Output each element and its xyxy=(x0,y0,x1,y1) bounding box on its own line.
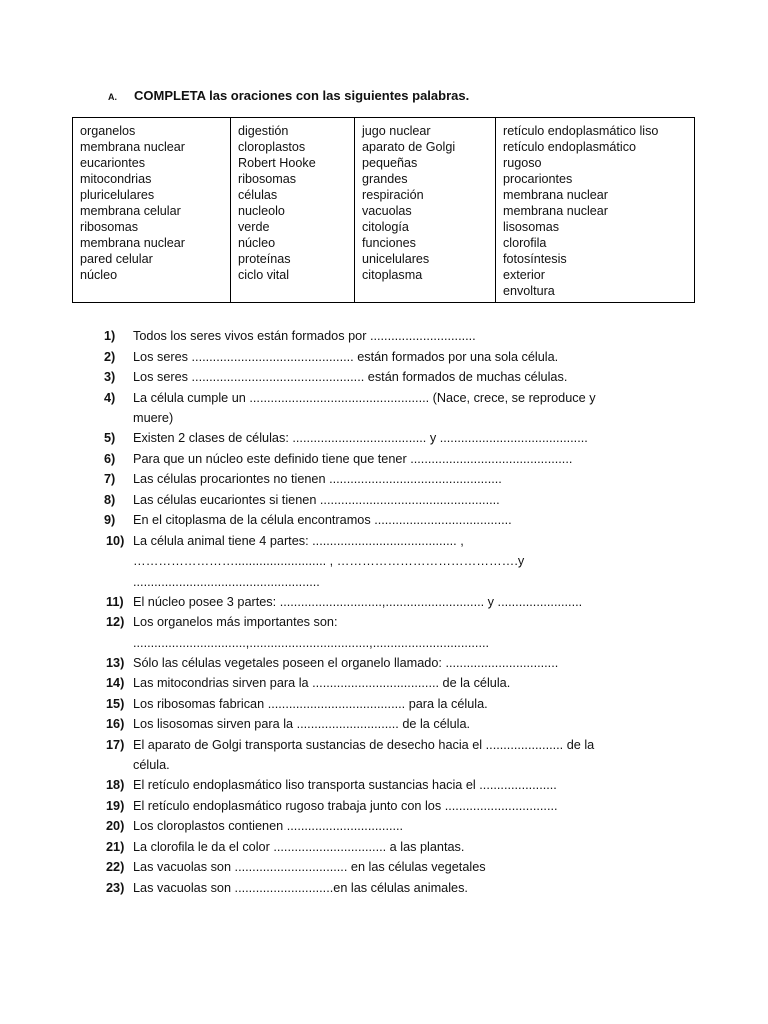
question-number: 4) xyxy=(104,390,116,405)
question-number: 1) xyxy=(104,329,116,343)
question-text-line: Los ribosomas fabrican ....................................... para la célula. xyxy=(133,696,488,711)
question-text-line: En el citoplasma de la célula encontramos ....................................... xyxy=(133,513,512,527)
question-item xyxy=(0,327,768,348)
question-text xyxy=(133,592,653,613)
question-number: 3) xyxy=(104,370,116,384)
word-bank-column-2 xyxy=(231,118,355,303)
word-bank-item: ribosomas xyxy=(80,220,139,234)
question-number: 8) xyxy=(104,492,116,507)
word-bank-item: mitocondrias xyxy=(80,172,152,186)
question-text-line: ..................................................... xyxy=(133,574,320,589)
question-number: 7) xyxy=(104,472,116,486)
question-item xyxy=(0,858,768,879)
question-item xyxy=(0,838,768,859)
word-bank-item: digestión xyxy=(238,124,289,138)
word-bank-row xyxy=(73,118,695,303)
question-text xyxy=(133,449,653,470)
question-number: 21) xyxy=(106,839,125,854)
question-text-line: El aparato de Golgi transporta sustancias de desecho hacia el ...................... de la xyxy=(133,737,595,752)
question-number: 13) xyxy=(106,655,125,670)
question-text-line: La célula animal tiene 4 partes: ......................................... , xyxy=(133,533,464,548)
section-heading xyxy=(108,88,469,103)
question-item xyxy=(0,389,768,430)
word-bank-item: fotosíntesis xyxy=(503,252,567,266)
word-bank-column-1 xyxy=(73,118,231,303)
question-item xyxy=(0,450,768,471)
question-text xyxy=(133,653,653,674)
question-text xyxy=(133,837,653,858)
question-text-line: El retículo endoplasmático liso transporta sustancias hacia el ...................... xyxy=(133,778,557,792)
question-text-line: Existen 2 clases de células: ...................................... y .......................................... xyxy=(133,431,588,445)
question-text xyxy=(133,878,653,899)
question-number: 2) xyxy=(104,349,116,364)
question-item xyxy=(0,817,768,838)
question-item xyxy=(0,674,768,695)
word-bank-item: lisosomas xyxy=(503,220,559,234)
question-number: 18) xyxy=(106,778,125,792)
question-text xyxy=(133,510,653,531)
question-text-line: Los cloroplastos contienen ................................. xyxy=(133,819,404,833)
word-bank-item: Robert Hooke xyxy=(238,156,316,170)
word-bank-item: membrana nuclear xyxy=(80,236,185,250)
word-bank-item: membrana nuclear xyxy=(503,204,608,218)
word-bank-item: citología xyxy=(362,220,409,234)
question-number: 6) xyxy=(104,451,116,466)
question-text-line: El retículo endoplasmático rugoso trabaja junto con los ................................ xyxy=(133,798,558,813)
question-text-line: Los seres .............................................. están formados por una sola célula. xyxy=(133,349,559,364)
question-number: 9) xyxy=(104,513,116,527)
question-text-line: La célula cumple un ................................................... (Nace, crece, se reproduce y xyxy=(133,390,596,405)
word-bank-item: respiración xyxy=(362,188,424,202)
question-text xyxy=(133,367,653,388)
word-bank-item: organelos xyxy=(80,124,136,138)
word-bank-item: pared celular xyxy=(80,252,153,266)
word-bank-item: rugoso xyxy=(503,156,542,170)
word-bank-item: aparato de Golgi xyxy=(362,140,456,154)
word-bank-item: procariontes xyxy=(503,172,573,186)
question-item xyxy=(0,470,768,491)
question-text-line: muere) xyxy=(133,411,174,425)
question-item xyxy=(0,593,768,614)
question-item xyxy=(0,348,768,369)
question-text xyxy=(133,857,653,878)
word-bank-item: núcleo xyxy=(80,268,118,282)
question-item xyxy=(0,715,768,736)
question-text-line: Las mitocondrias sirven para la .................................... de la célula. xyxy=(133,676,511,690)
question-text-line: Sólo las células vegetales poseen el organelo llamado: ................................ xyxy=(133,655,559,670)
question-item xyxy=(0,613,768,654)
word-bank-item: verde xyxy=(238,220,270,234)
question-text xyxy=(133,673,653,694)
question-text-line: Los seres ................................................. están formados de muchas células. xyxy=(133,370,568,384)
word-bank-item: clorofila xyxy=(503,236,547,250)
section-instruction: COMPLETA las oraciones con las siguientes palabras. xyxy=(134,88,470,103)
question-item xyxy=(0,491,768,512)
word-bank-item: proteínas xyxy=(238,252,291,266)
question-text-line: …………………….......................... , …………………………………….y xyxy=(133,554,525,568)
question-item xyxy=(0,654,768,675)
word-bank-item: exterior xyxy=(503,268,545,282)
question-item xyxy=(0,776,768,797)
word-bank-item: retículo endoplasmático liso xyxy=(503,124,659,138)
word-bank-table xyxy=(72,117,695,303)
question-item xyxy=(0,879,768,900)
word-bank-item: membrana celular xyxy=(80,204,181,218)
question-number: 16) xyxy=(106,717,125,731)
question-text-line: Las vacuolas son ............................en las células animales. xyxy=(133,880,468,895)
question-text-line: ................................,..................................,................................. xyxy=(133,635,490,650)
word-bank-item: retículo endoplasmático xyxy=(503,140,637,154)
question-text xyxy=(133,469,653,490)
question-number: 11) xyxy=(106,594,124,609)
question-number: 23) xyxy=(106,880,125,895)
question-text xyxy=(133,388,653,429)
section-letter: A. xyxy=(108,92,117,102)
question-text xyxy=(133,714,653,735)
question-text-line: célula. xyxy=(133,758,170,772)
question-number: 22) xyxy=(106,860,125,874)
word-bank-column-3 xyxy=(355,118,496,303)
question-text xyxy=(133,531,653,593)
question-text-line: Las células procariontes no tienen ................................................. xyxy=(133,472,502,486)
word-bank-item: vacuolas xyxy=(362,204,412,218)
question-number: 14) xyxy=(106,676,125,690)
word-bank-item: ciclo vital xyxy=(238,268,290,282)
question-item xyxy=(0,511,768,532)
question-text-line: La clorofila le da el color ................................ a las plantas. xyxy=(133,839,465,854)
question-item xyxy=(0,797,768,818)
question-number: 20) xyxy=(106,819,125,833)
question-text xyxy=(133,735,653,776)
question-text-line: Las células eucariontes si tienen ................................................... xyxy=(133,492,500,507)
question-text-line: El núcleo posee 3 partes: .............................,............................ y ........................ xyxy=(133,594,583,609)
word-bank-column-4 xyxy=(496,118,695,303)
word-bank-item: pluricelulares xyxy=(80,188,155,202)
question-item xyxy=(0,429,768,450)
question-text xyxy=(133,490,653,511)
word-bank-item: grandes xyxy=(362,172,408,186)
word-bank-item: membrana nuclear xyxy=(503,188,608,202)
question-number: 19) xyxy=(106,798,125,813)
word-bank-item: membrana nuclear xyxy=(80,140,185,154)
word-bank-item: pequeñas xyxy=(362,156,418,170)
question-text-line: Los organelos más importantes son: xyxy=(133,615,338,629)
question-item xyxy=(0,695,768,716)
word-bank-item: jugo nuclear xyxy=(362,124,431,138)
question-item xyxy=(0,736,768,777)
question-text xyxy=(133,347,653,368)
word-bank-item: citoplasma xyxy=(362,268,423,282)
word-bank-item: unicelulares xyxy=(362,252,430,266)
question-text-line: Los lisosomas sirven para la ............................. de la célula. xyxy=(133,717,471,731)
word-bank-item: funciones xyxy=(362,236,416,250)
question-text xyxy=(133,816,653,837)
question-text xyxy=(133,796,653,817)
question-number: 15) xyxy=(106,696,125,711)
word-bank-item: cloroplastos xyxy=(238,140,306,154)
question-number: 12) xyxy=(106,615,125,629)
question-text xyxy=(133,694,653,715)
question-number: 17) xyxy=(106,737,125,752)
word-bank-item: células xyxy=(238,188,278,202)
word-bank-item: ribosomas xyxy=(238,172,297,186)
word-bank-item: nucleolo xyxy=(238,204,285,218)
word-bank-item: eucariontes xyxy=(80,156,146,170)
question-number: 10) xyxy=(106,533,125,548)
question-text xyxy=(133,775,653,796)
question-text xyxy=(133,612,653,653)
question-text-line: Todos los seres vivos están formados por .............................. xyxy=(133,329,476,343)
question-number: 5) xyxy=(104,431,116,445)
question-text xyxy=(133,326,653,347)
word-bank-item: envoltura xyxy=(503,284,555,298)
question-text-line: Para que un núcleo este definido tiene que tener .............................................. xyxy=(133,451,573,466)
question-item xyxy=(0,368,768,389)
question-text-line: Las vacuolas son ................................ en las células vegetales xyxy=(133,860,486,874)
word-bank-item: núcleo xyxy=(238,236,276,250)
question-text xyxy=(133,428,653,449)
question-item xyxy=(0,532,768,593)
question-list xyxy=(0,327,768,899)
